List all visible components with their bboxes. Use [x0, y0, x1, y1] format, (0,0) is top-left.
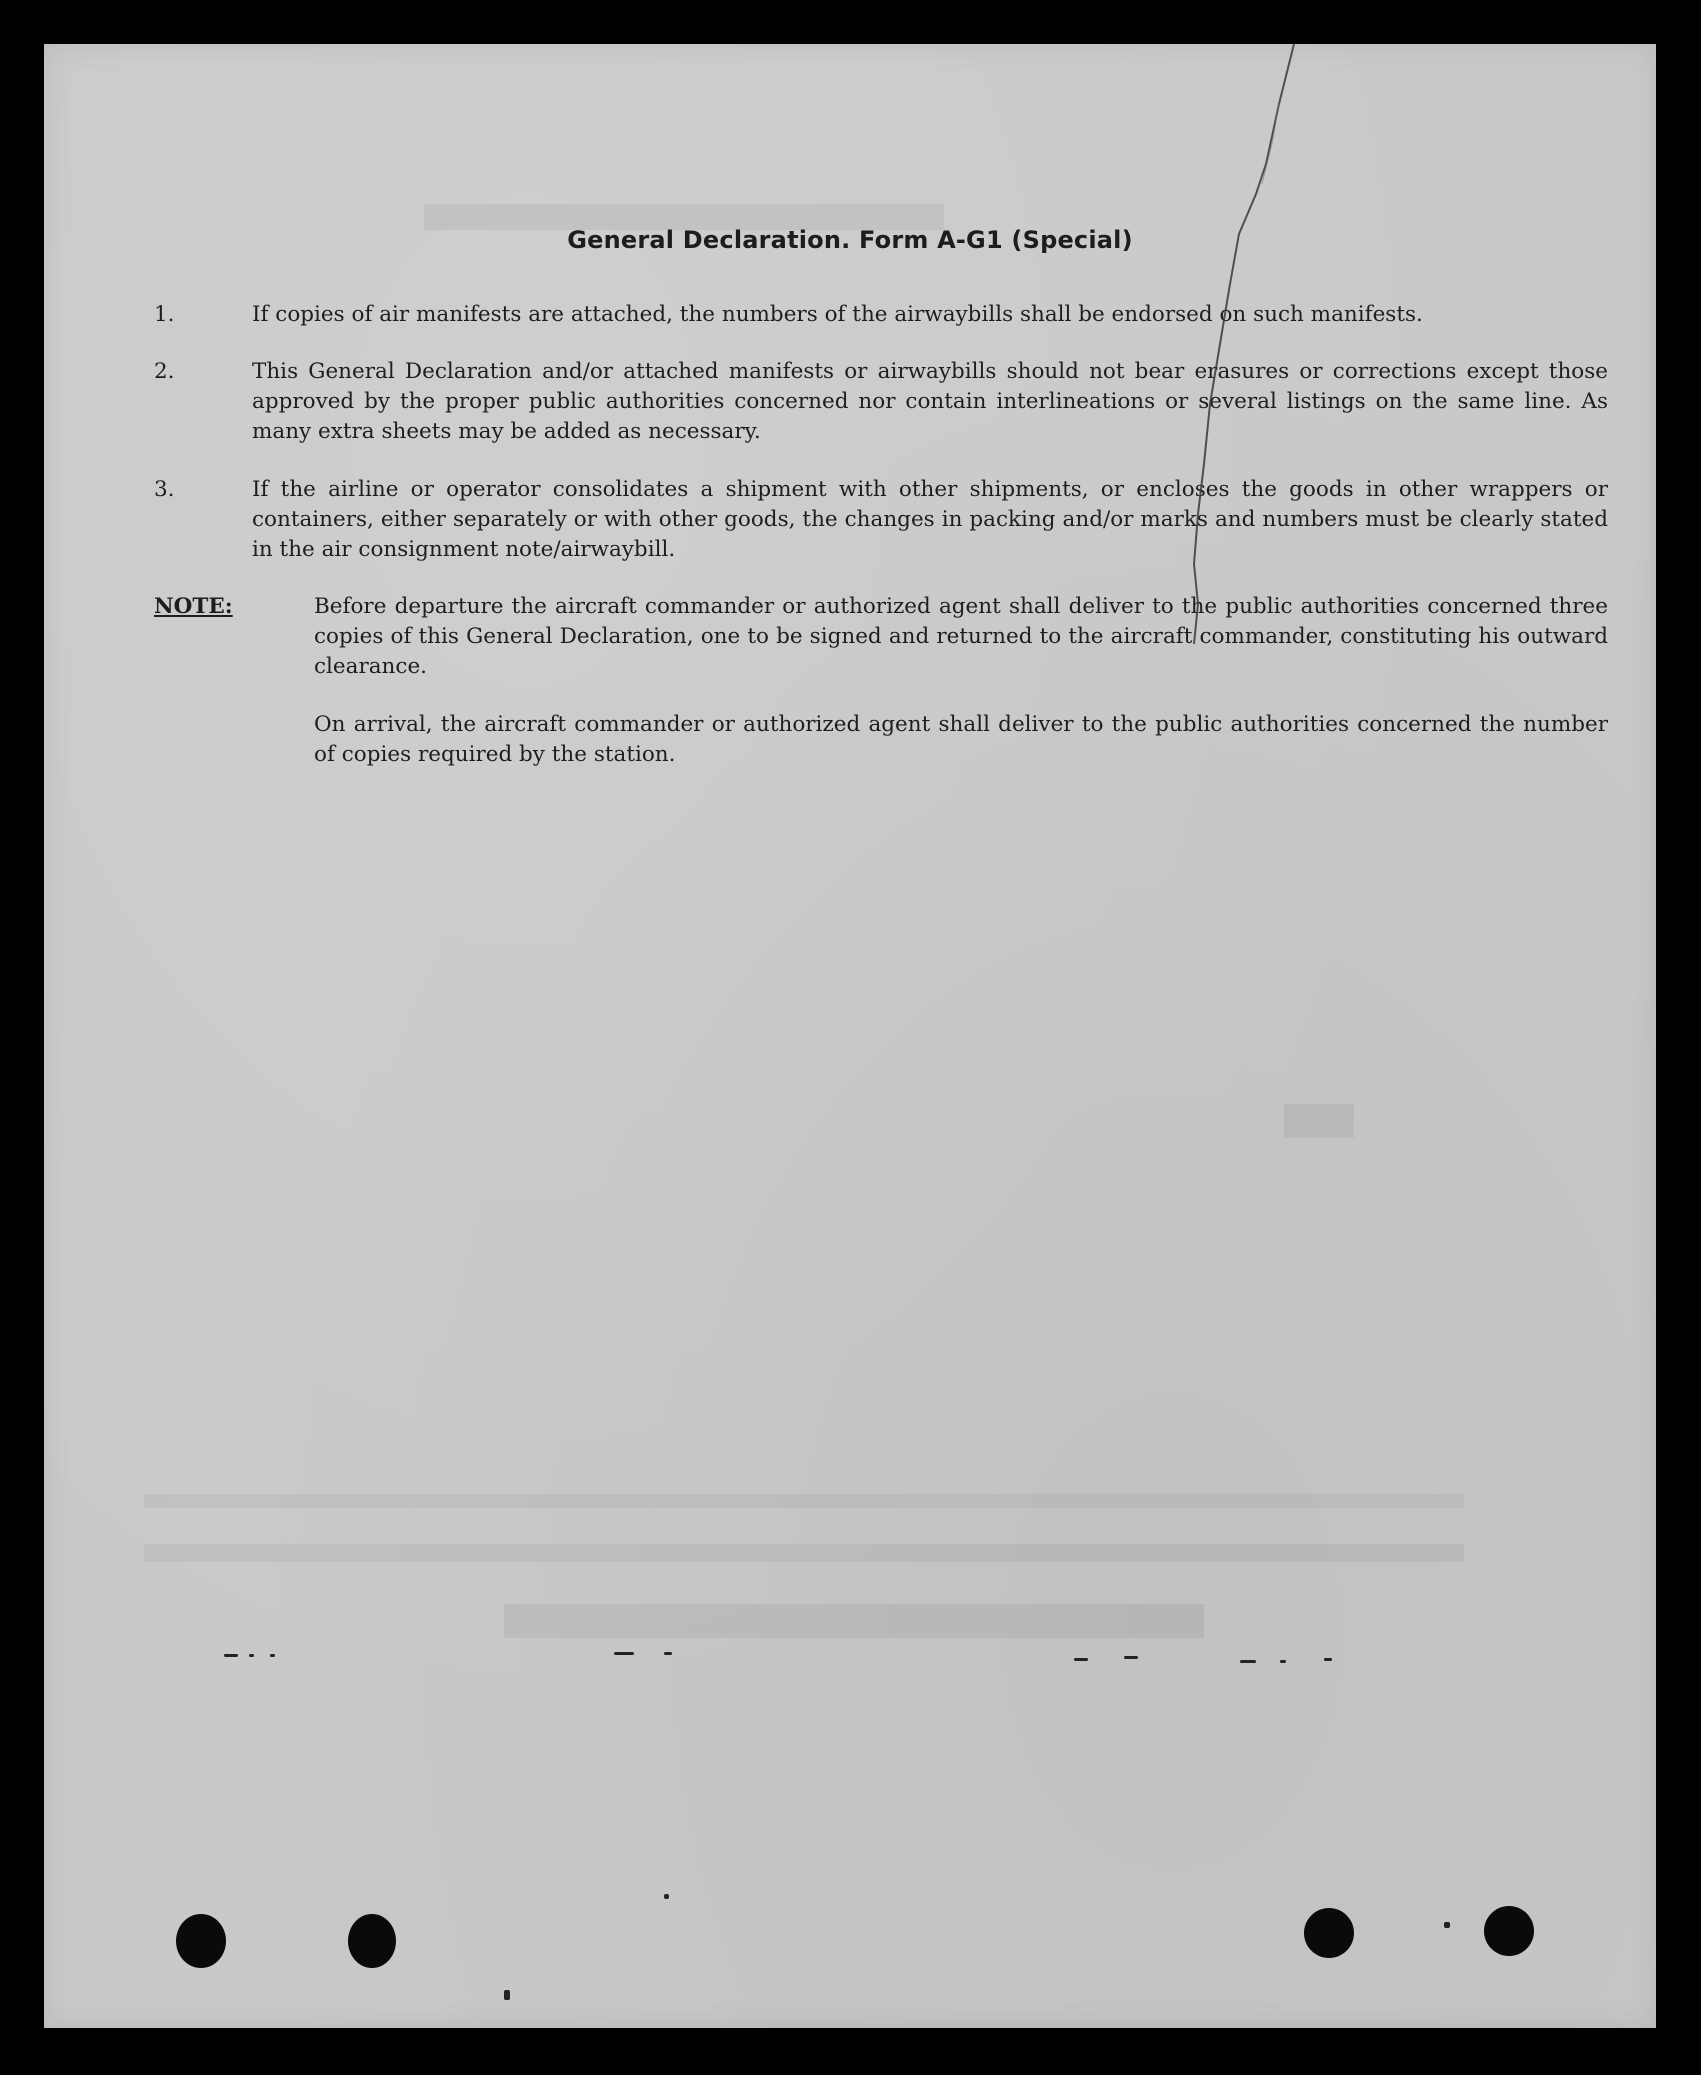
punch-hole: [348, 1914, 396, 1968]
speck: [1124, 1656, 1138, 1659]
list-item-number: 2.: [154, 359, 175, 384]
list-item: [154, 300, 1608, 330]
speck: [1240, 1660, 1256, 1663]
speck: [1280, 1660, 1286, 1663]
speck: [664, 1652, 672, 1655]
speck: [664, 1894, 669, 1899]
list-item-number: 3.: [154, 477, 175, 502]
note-paragraph: On arrival, the aircraft commander or authorized agent shall deliver to the public authorities concerned the number of copies required by the station.: [314, 712, 1608, 767]
bleed-through-block: [1284, 1104, 1354, 1138]
list-item-text: This General Declaration and/or attached manifests or airwaybills should not bear erasures or corrections except those approved by the proper public authorities concerned nor contain interlineations or several listings on the same line. As many extra sheets may be added as necessary.: [252, 359, 1608, 444]
note-block: [154, 592, 1608, 770]
note-paragraph: Before departure the aircraft commander or authorized agent shall deliver to the public authorities concerned three copies of this General Declaration, one to be signed and returned to the aircraft commander, constituting his outward clearance.: [314, 594, 1608, 679]
speck: [504, 1990, 510, 2000]
list-item-number: 1.: [154, 302, 175, 327]
list-item-text: If copies of air manifests are attached, the numbers of the airwaybills shall be endorsed on such manifests.: [252, 302, 1423, 327]
list-item-text: If the airline or operator consolidates a shipment with other shipments, or encloses the goods in other wrappers or containers, either separately or with other goods, the changes in packing and/or marks and numbers must be clearly stated in the air consignment note/airwaybill.: [252, 477, 1608, 562]
paper-crease: [44, 44, 1656, 2028]
document-page: [44, 44, 1656, 2028]
speck: [1444, 1922, 1450, 1928]
list-item: [154, 475, 1608, 565]
bleed-through-block: [144, 1494, 1464, 1508]
list-item: [154, 357, 1608, 447]
punch-hole: [1484, 1906, 1534, 1956]
bleed-through-block: [504, 1604, 1204, 1638]
note-label: NOTE:: [154, 594, 233, 619]
punch-hole: [1304, 1908, 1354, 1958]
speck: [1074, 1658, 1088, 1661]
bleed-through-block: [144, 1544, 1464, 1562]
speck: [1324, 1658, 1332, 1661]
speck: [614, 1652, 634, 1655]
speck: [270, 1654, 275, 1657]
speck: [224, 1654, 238, 1657]
punch-hole: [176, 1914, 226, 1968]
page-title: General Declaration. Form A-G1 (Special): [567, 226, 1133, 254]
speck: [249, 1654, 254, 1657]
